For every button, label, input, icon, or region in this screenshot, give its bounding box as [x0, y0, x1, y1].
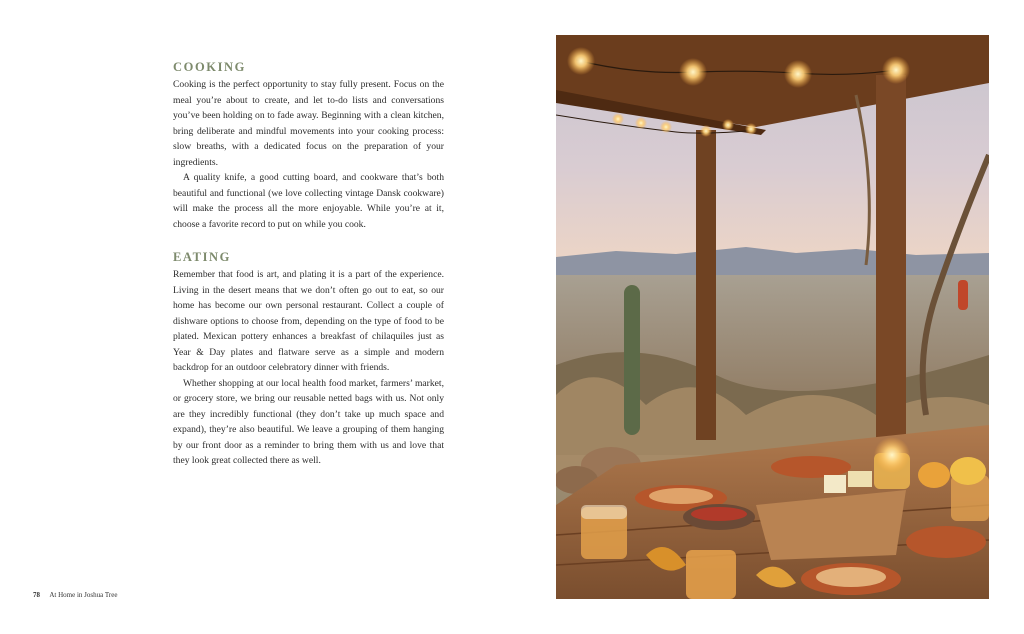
section-heading: COOKING	[173, 60, 247, 74]
book-title: At Home in Joshua Tree	[49, 591, 118, 599]
section-cooking	[173, 60, 444, 232]
section-eating	[173, 250, 444, 469]
page-number: 78	[33, 591, 40, 599]
section-heading: EATING	[173, 250, 231, 264]
photo-illustration	[556, 35, 989, 599]
text-column	[173, 60, 444, 487]
paragraph: Remember that food is art, and plating it is a part of the experience. Living in the desert means that we don’t often go out to eat, so our home has become our own personal restaurant. Collect a couple of dishware options to choose from, depending on the type of food to be plated. Mexican pottery enhances a breakfast of chilaquiles just as Year & Day plates and flatware serve as a simple and modern backdrop for an outdoor celebratory dinner with friends.	[173, 269, 444, 373]
desert-dinner-photo	[556, 35, 989, 599]
paragraph: Cooking is the perfect opportunity to stay fully present. Focus on the meal you’re about to create, and let to-do lists and conversations you’ve been holding on to fade away. Beginning with a clean kitchen, bring deliberate and mindful movements into your cooking process: slow breaths, with a dedicated focus on the preparation of your ingredients.	[173, 79, 444, 168]
page-footer	[33, 591, 117, 599]
paragraph: A quality knife, a good cutting board, and cookware that’s both beautiful and functional (we love collecting vintage Dansk cookware) will make the process all the more enjoyable. While you’re at it, choose a favorite record to put on while you cook.	[173, 172, 444, 230]
paragraph: Whether shopping at our local health food market, farmers’ market, or grocery store, we bring our reusable netted bags with us. Not only are they incredibly functional (they don’t take up much space and expand), they’re also beautiful. We leave a grouping of them hanging by our front door as a reminder to bring them with us and love that they look great collected there as well.	[173, 377, 444, 466]
